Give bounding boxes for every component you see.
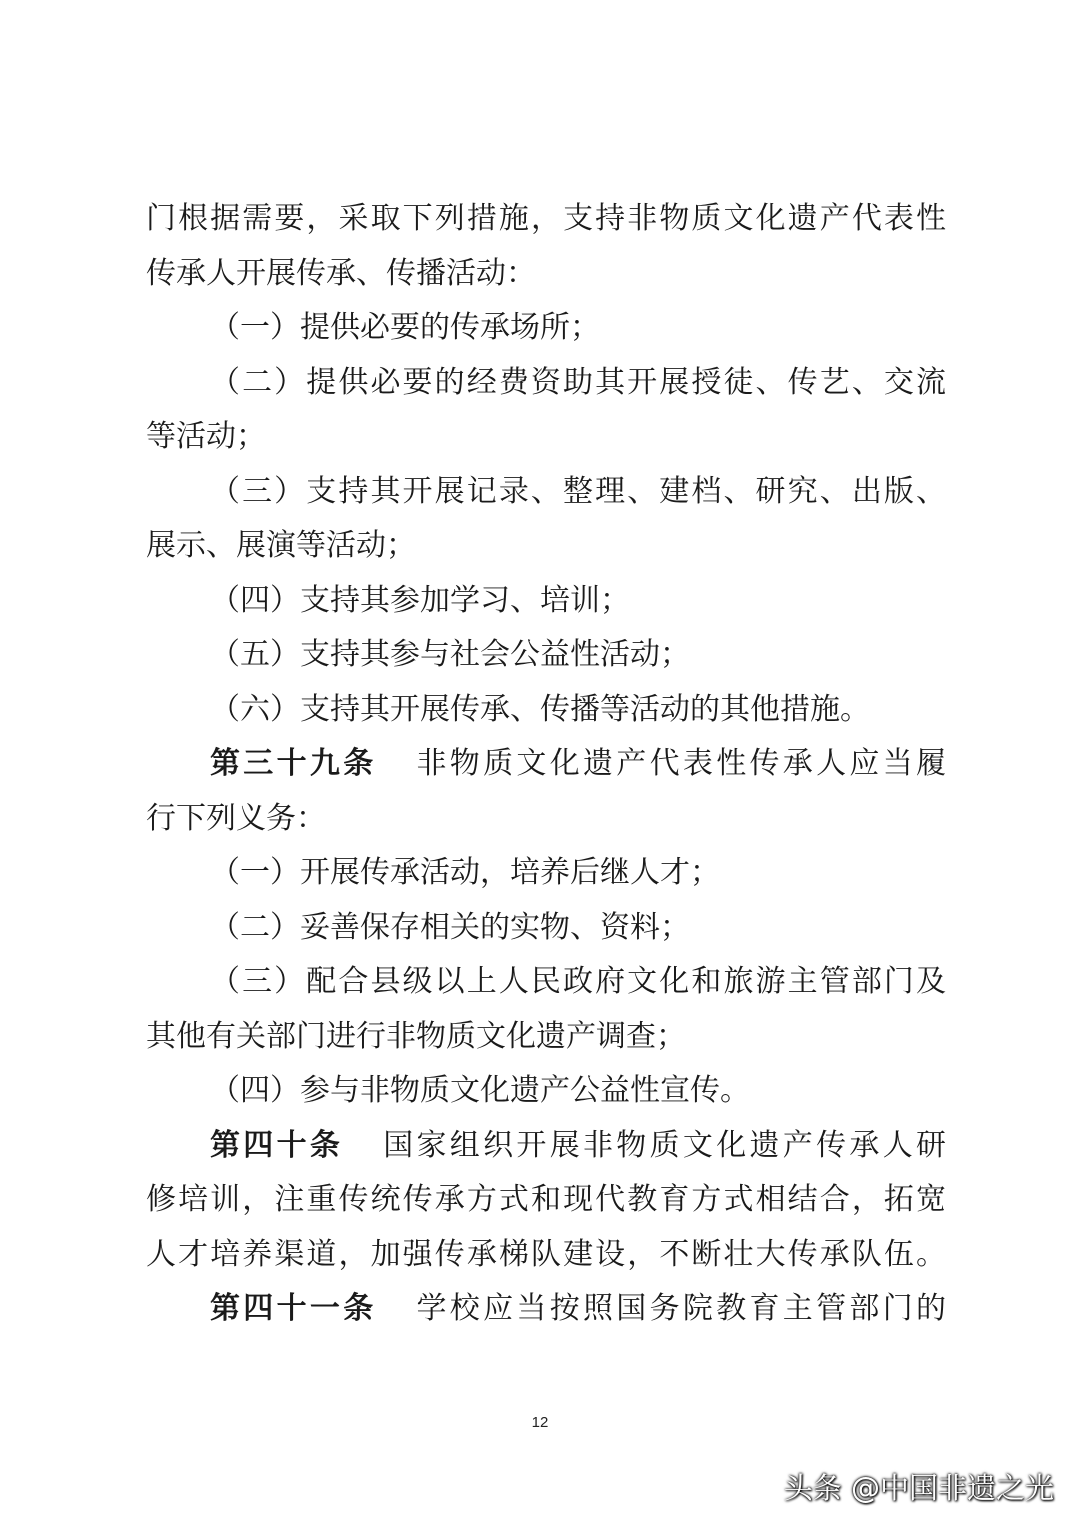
list-item: （三）支持其开展记录、整理、建档、研究、出版、 [210, 473, 946, 509]
list-item: （二）妥善保存相关的实物、资料； [210, 909, 690, 945]
text-line: 等活动； [146, 419, 266, 454]
text-line: 展示、展演等活动； [146, 528, 416, 563]
article-line [146, 1282, 946, 1337]
page-number: 12 [531, 1414, 549, 1431]
list-item: （一）提供必要的传承场所； [210, 310, 600, 345]
text-line: 人才培养渠道，加强传承梯队建设，不断壮大传承队伍。 [146, 1236, 946, 1272]
list-item: （一）开展传承活动，培养后继人才； [210, 855, 720, 890]
text-line: 传承人开展传承、传播活动： [146, 255, 536, 291]
text-line: 修培训，注重传统传承方式和现代教育方式相结合，拓宽 [146, 1182, 946, 1217]
list-item: （四）支持其参加学习、培训； [210, 582, 630, 618]
article-heading: 第三十九条 [210, 746, 377, 781]
article-line [146, 737, 946, 792]
article-text: 国家组织开展非物质文化遗产传承人研 [383, 1127, 947, 1163]
list-item: （三）配合县级以上人民政府文化和旅游主管部门及 [210, 964, 946, 999]
list-item: （四）参与非物质文化遗产公益性宣传。 [210, 1073, 750, 1108]
article-heading: 第四十一条 [210, 1291, 377, 1326]
article-text: 学校应当按照国务院教育主管部门的 [416, 1291, 946, 1326]
article-line [146, 1119, 946, 1174]
list-item: （六）支持其开展传承、传播等活动的其他措施。 [210, 691, 870, 727]
watermark: 头条 @中国非遗之光 [783, 1471, 1054, 1505]
text-line: 行下列义务： [146, 800, 326, 836]
article-heading: 第四十条 [210, 1127, 344, 1163]
list-item: （二）提供必要的经费资助其开展授徒、传艺、交流 [210, 364, 946, 400]
body-text [146, 192, 946, 1337]
list-item: （五）支持其参与社会公益性活动； [210, 637, 690, 672]
article-text: 非物质文化遗产代表性传承人应当履 [416, 746, 946, 781]
text-line: 其他有关部门进行非物质文化遗产调查； [146, 1018, 686, 1054]
text-line: 门根据需要，采取下列措施，支持非物质文化遗产代表性 [146, 201, 946, 236]
